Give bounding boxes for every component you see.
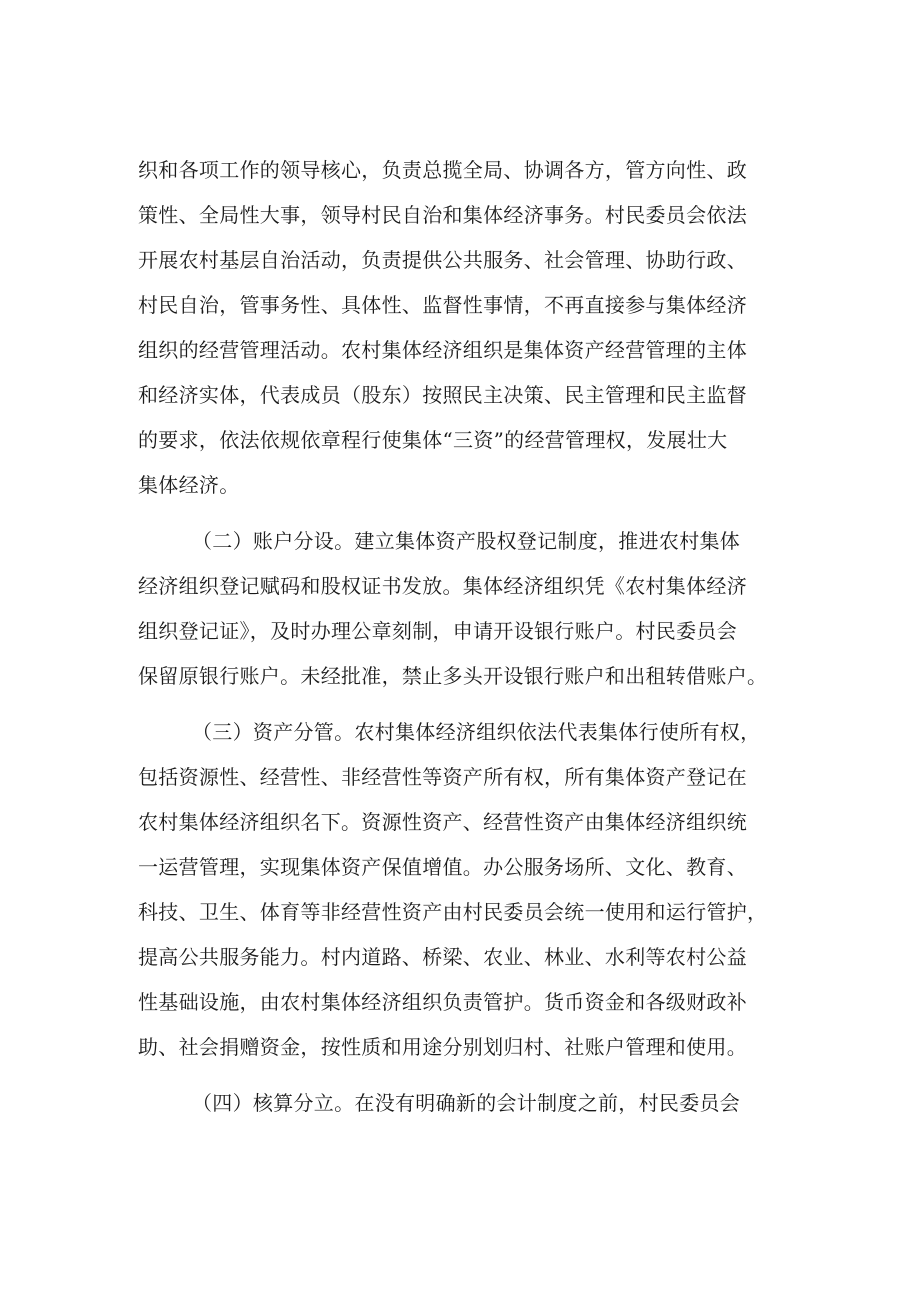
paragraph-3-line-3: 农村集体经济组织名下。资源性资产、经营性资产由集体经济组织统	[138, 810, 747, 834]
paragraph-1-line-8: 集体经济。	[138, 473, 240, 497]
paragraph-1-line-1: 织和各项工作的领导核心，负责总揽全局、协调各方，管方向性、政	[138, 158, 747, 182]
paragraph-3-line-8: 助、社会捐赠资金，按性质和用途分别划归村、社账户管理和使用。	[138, 1035, 747, 1059]
paragraph-1-line-3: 开展农村基层自治活动，负责提供公共服务、社会管理、协助行政、	[138, 248, 747, 272]
paragraph-3-line-7: 性基础设施，由农村集体经济组织负责管护。货币资金和各级财政补	[138, 990, 747, 1014]
paragraph-1-line-5: 组织的经营管理活动。农村集体经济组织是集体资产经营管理的主体	[138, 338, 747, 362]
paragraph-3-line-2: 包括资源性、经营性、非经营性等资产所有权，所有集体资产登记在	[138, 765, 747, 789]
paragraph-3-line-4: 一运营管理，实现集体资产保值增值。办公服务场所、文化、教育、	[138, 855, 747, 879]
paragraph-1-line-6: 和经济实体，代表成员（股东）按照民主决策、民主管理和民主监督	[138, 383, 747, 407]
paragraph-3-line-5: 科技、卫生、体育等非经营性资产由村民委员会统一使用和运行管护，	[138, 900, 768, 924]
paragraph-3-line-1: （三）资产分管。农村集体经济组织依法代表集体行使所有权，	[192, 720, 761, 744]
paragraph-2-line-1: （二）账户分设。建立集体资产股权登记制度，推进农村集体	[192, 529, 741, 553]
paragraph-1-line-2: 策性、全局性大事，领导村民自治和集体经济事务。村民委员会依法	[138, 203, 747, 227]
paragraph-2-line-3: 组织登记证》，及时办理公章刻制，申请开设银行账户。村民委员会	[138, 619, 737, 643]
paragraph-3-line-6: 提高公共服务能力。村内道路、桥梁、农业、林业、水利等农村公益	[138, 945, 747, 969]
paragraph-4-line-1: （四）核算分立。在没有明确新的会计制度之前，村民委员会	[192, 1091, 741, 1115]
paragraph-1-line-7: 的要求，依法依规依章程行使集体“三资”的经营管理权，发展壮大	[138, 428, 728, 452]
paragraph-2-line-4: 保留原银行账户。未经批准，禁止多头开设银行账户和出租转借账户。	[138, 664, 768, 688]
paragraph-2-line-2: 经济组织登记赋码和股权证书发放。集体经济组织凭《农村集体经济	[138, 574, 747, 598]
paragraph-1-line-4: 村民自治，管事务性、具体性、监督性事情，不再直接参与集体经济	[138, 293, 747, 317]
